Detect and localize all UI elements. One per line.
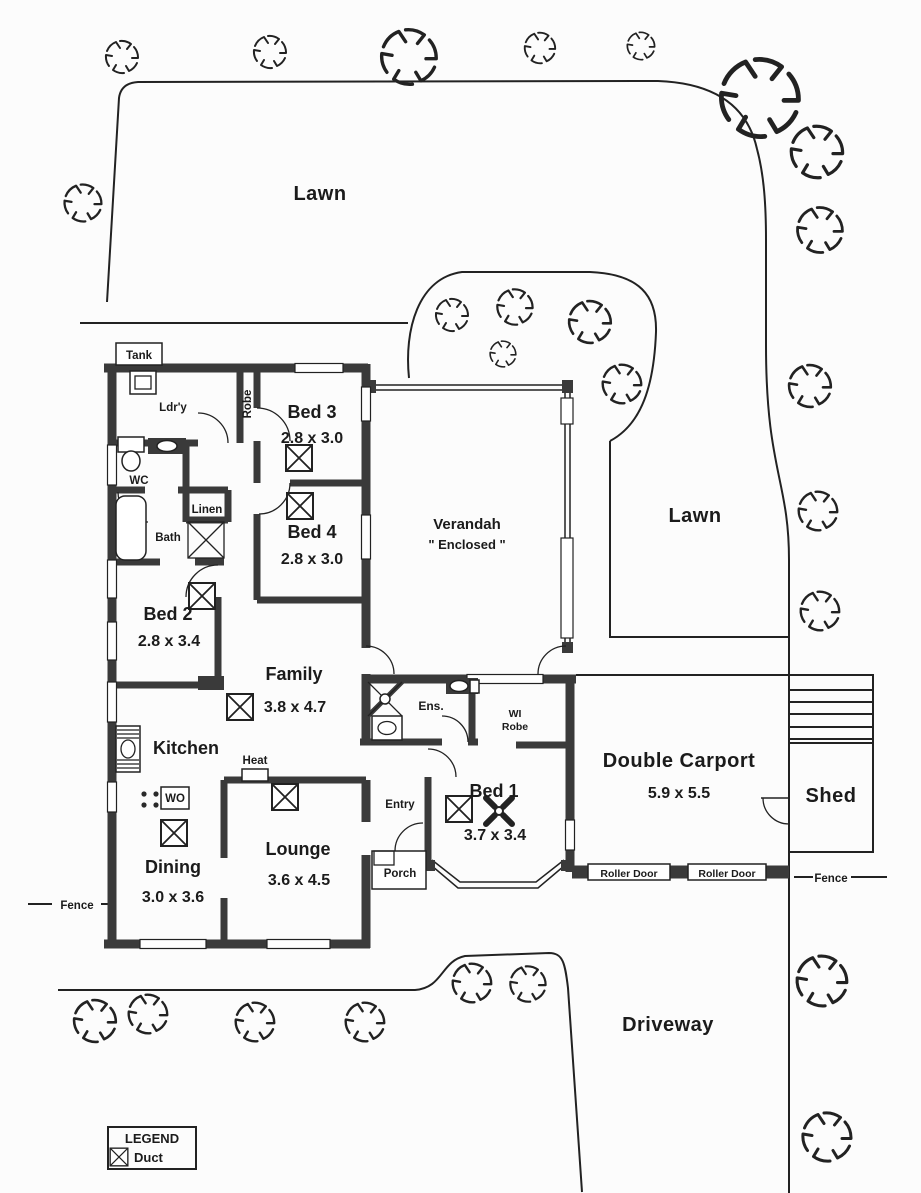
kitchen-sink: [116, 726, 140, 772]
wc-toilet: [118, 437, 144, 452]
ceiling-fan: [486, 798, 512, 824]
lounge-name: Lounge: [265, 839, 331, 859]
duct-family: [227, 694, 253, 720]
trees: [65, 30, 851, 1161]
bed1-name: Bed 1: [469, 781, 519, 801]
bed2-name: Bed 2: [143, 604, 193, 624]
shed-door-arc: [763, 798, 789, 824]
shed-label: Shed: [805, 785, 857, 807]
roller-door-left-label: Roller Door: [600, 868, 658, 880]
tank-label: Tank: [126, 350, 152, 362]
dining-dims: 3.0 x 3.6: [141, 889, 205, 906]
family-name: Family: [265, 664, 323, 684]
carport-dims: 5.9 x 5.5: [647, 785, 711, 802]
steps: [789, 675, 873, 743]
heater-box: [242, 769, 268, 781]
entry-label: Entry: [385, 799, 415, 811]
duct-lounge: [272, 784, 298, 810]
bed4-dims: 2.8 x 3.0: [280, 551, 344, 568]
driveway-label: Driveway: [622, 1014, 714, 1036]
duct-dining: [161, 820, 187, 846]
laundry-label: Ldr'y: [159, 402, 187, 414]
duct-bed2: [189, 583, 215, 609]
legend-duct-label: Duct: [134, 1150, 163, 1165]
bath-label: Bath: [155, 532, 181, 544]
bath-tub: [116, 496, 146, 560]
duct-bed4: [287, 493, 313, 519]
legend-title: LEGEND: [124, 1131, 180, 1146]
bay-window: [424, 860, 572, 888]
porch-label: Porch: [383, 868, 417, 880]
bed3-dims: 2.8 x 3.0: [280, 430, 344, 447]
verandah-name: Verandah: [433, 516, 501, 533]
bed4-name: Bed 4: [287, 522, 337, 542]
verandah-note: " Enclosed ": [428, 537, 506, 552]
fence-right-label: Fence: [814, 873, 848, 885]
bed2-dims: 2.8 x 3.4: [137, 633, 201, 650]
legend-duct-icon: [110, 1148, 128, 1166]
wall-oven-label: WO: [165, 793, 185, 805]
family-dims: 3.8 x 4.7: [263, 699, 327, 716]
roller-door-right-label: Roller Door: [698, 868, 756, 880]
lawn-top-label: Lawn: [293, 183, 347, 205]
lawn-right-label: Lawn: [668, 505, 722, 527]
dining-name: Dining: [145, 857, 201, 877]
heat-label: Heat: [242, 755, 268, 767]
legend: [108, 1127, 196, 1169]
wi-robe-label-2: Robe: [501, 721, 529, 733]
robe-label: Robe: [242, 389, 254, 419]
duct-bed1: [446, 796, 472, 822]
bed1-dims: 3.7 x 3.4: [463, 827, 527, 844]
bath-shower: [188, 522, 224, 558]
bed3-name: Bed 3: [287, 402, 337, 422]
kitchen-name: Kitchen: [152, 738, 220, 758]
wc-label: WC: [129, 475, 149, 487]
carport-name: Double Carport: [602, 750, 756, 772]
lounge-dims: 3.6 x 4.5: [267, 872, 331, 889]
wi-robe-label-1: WI: [508, 708, 522, 720]
ensuite-label: Ens.: [418, 699, 444, 713]
linen-label: Linen: [191, 504, 223, 516]
cooktop: [141, 791, 158, 807]
ensuite-shower: [368, 680, 404, 716]
ensuite-toilet: [372, 716, 402, 740]
fence-left-label: Fence: [60, 900, 94, 912]
laundry-trough: [130, 371, 156, 394]
duct-bed3: [286, 445, 312, 471]
kitchen-wall-stub: [198, 676, 224, 690]
room-labels: [138, 402, 755, 906]
